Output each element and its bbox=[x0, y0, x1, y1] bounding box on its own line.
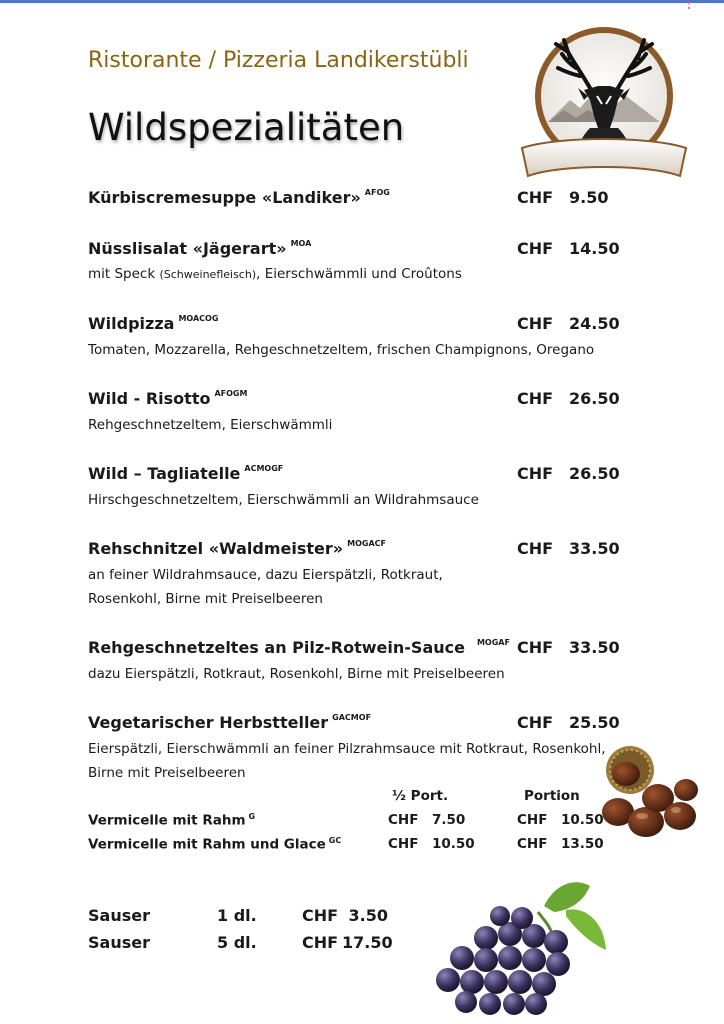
dish-description: dazu Eierspätzli, Rotkraut, Rosenkohl, Birne mit Preiselbeeren bbox=[88, 666, 505, 682]
dish-title: Wildpizza $^{MOACOG}$ bbox=[88, 313, 219, 333]
deer-head-icon bbox=[518, 24, 690, 190]
dish-title: Wild – Tagliatelle $^{ACMOGF}$ bbox=[88, 463, 284, 483]
dish-description: Hirschgeschnetzeltem, Eierschwämmli an Wildrahmsauce bbox=[88, 492, 479, 508]
drink-price: CHF 17.50 bbox=[302, 933, 393, 952]
dish-description: an feiner Wildrahmsauce, dazu Eierspätzli, Rotkraut, bbox=[88, 567, 443, 583]
allergen-codes: GACMOF bbox=[332, 712, 372, 722]
dish-title: Vegetarischer Herbstteller $^{GACMOF}$ bbox=[88, 712, 372, 732]
dish-description: Eierspätzli, Eierschwämmli an feiner Pilzrahmsauce mit Rotkraut, Rosenkohl, bbox=[88, 741, 606, 757]
portion-price: CHF 13.50 bbox=[517, 836, 604, 852]
dish-title: Wild - Risotto $^{AFOGM}$ bbox=[88, 388, 248, 408]
dish-description: Rosenkohl, Birne mit Preiselbeeren bbox=[88, 591, 323, 607]
dish-title: Rehschnitzel «Waldmeister» $^{MOGACF}$ bbox=[88, 538, 386, 558]
dish-price: CHF 33.50 bbox=[517, 539, 620, 558]
allergen-codes: G bbox=[248, 812, 256, 821]
allergen-codes: AFOG bbox=[364, 187, 390, 197]
dish-price: CHF 33.50 bbox=[517, 638, 620, 657]
corner-mark-icon bbox=[684, 0, 694, 10]
grapes-icon bbox=[426, 876, 622, 1016]
half-portion-price: CHF 7.50 bbox=[388, 812, 466, 828]
dish-title: Kürbiscremesuppe «Landiker» $^{AFOG}$ bbox=[88, 187, 390, 207]
dish-description: Birne mit Preiselbeeren bbox=[88, 765, 246, 781]
drink-price: CHF 3.50 bbox=[302, 906, 388, 925]
dish-price: CHF 25.50 bbox=[517, 713, 620, 732]
allergen-codes: MOACOG bbox=[178, 313, 219, 323]
drink-size: 1 dl. bbox=[217, 906, 257, 925]
dish-title: Nüsslisalat «Jägerart» $^{MOA}$ bbox=[88, 238, 312, 258]
dish-price: CHF 9.50 bbox=[517, 188, 609, 207]
column-header-portion: Portion bbox=[524, 788, 580, 804]
chestnuts-icon bbox=[596, 740, 704, 844]
portion-price: CHF 10.50 bbox=[517, 812, 604, 828]
dish-price: CHF 26.50 bbox=[517, 464, 620, 483]
drink-name: Sauser bbox=[88, 906, 150, 925]
page-title: Wildspezialitäten bbox=[88, 106, 405, 149]
half-portion-price: CHF 10.50 bbox=[388, 836, 475, 852]
allergen-codes: MOGACF bbox=[347, 538, 386, 548]
allergen-codes: MOA bbox=[290, 238, 312, 248]
dish-title: Rehgeschnetzeltes an Pilz-Rotwein-Sauce $^{MOGAF}$ bbox=[88, 637, 510, 657]
vermicelli-item: Vermicelle mit Rahm $^G$ bbox=[88, 812, 256, 829]
allergen-codes: GC bbox=[328, 836, 342, 845]
allergen-codes: AFOGM bbox=[214, 388, 248, 398]
column-header-half-portion: ½ Port. bbox=[392, 788, 449, 804]
dish-price: CHF 26.50 bbox=[517, 389, 620, 408]
dish-price: CHF 14.50 bbox=[517, 239, 620, 258]
restaurant-name: Ristorante / Pizzeria Landikerstübli bbox=[88, 48, 469, 73]
allergen-codes: ACMOGF bbox=[244, 463, 284, 473]
dish-description: mit Speck (Schweinefleisch), Eierschwämmli und Croûtons bbox=[88, 266, 462, 282]
vermicelli-item: Vermicelle mit Rahm und Glace $^{GC}$ bbox=[88, 836, 342, 853]
drink-size: 5 dl. bbox=[217, 933, 257, 952]
allergen-codes: MOGAF bbox=[476, 637, 510, 647]
dish-description: Rehgeschnetzeltem, Eierschwämmli bbox=[88, 417, 333, 433]
dish-description: Tomaten, Mozzarella, Rehgeschnetzeltem, frischen Champignons, Oregano bbox=[88, 342, 595, 358]
top-border bbox=[0, 0, 724, 3]
dish-price: CHF 24.50 bbox=[517, 314, 620, 333]
drink-name: Sauser bbox=[88, 933, 150, 952]
